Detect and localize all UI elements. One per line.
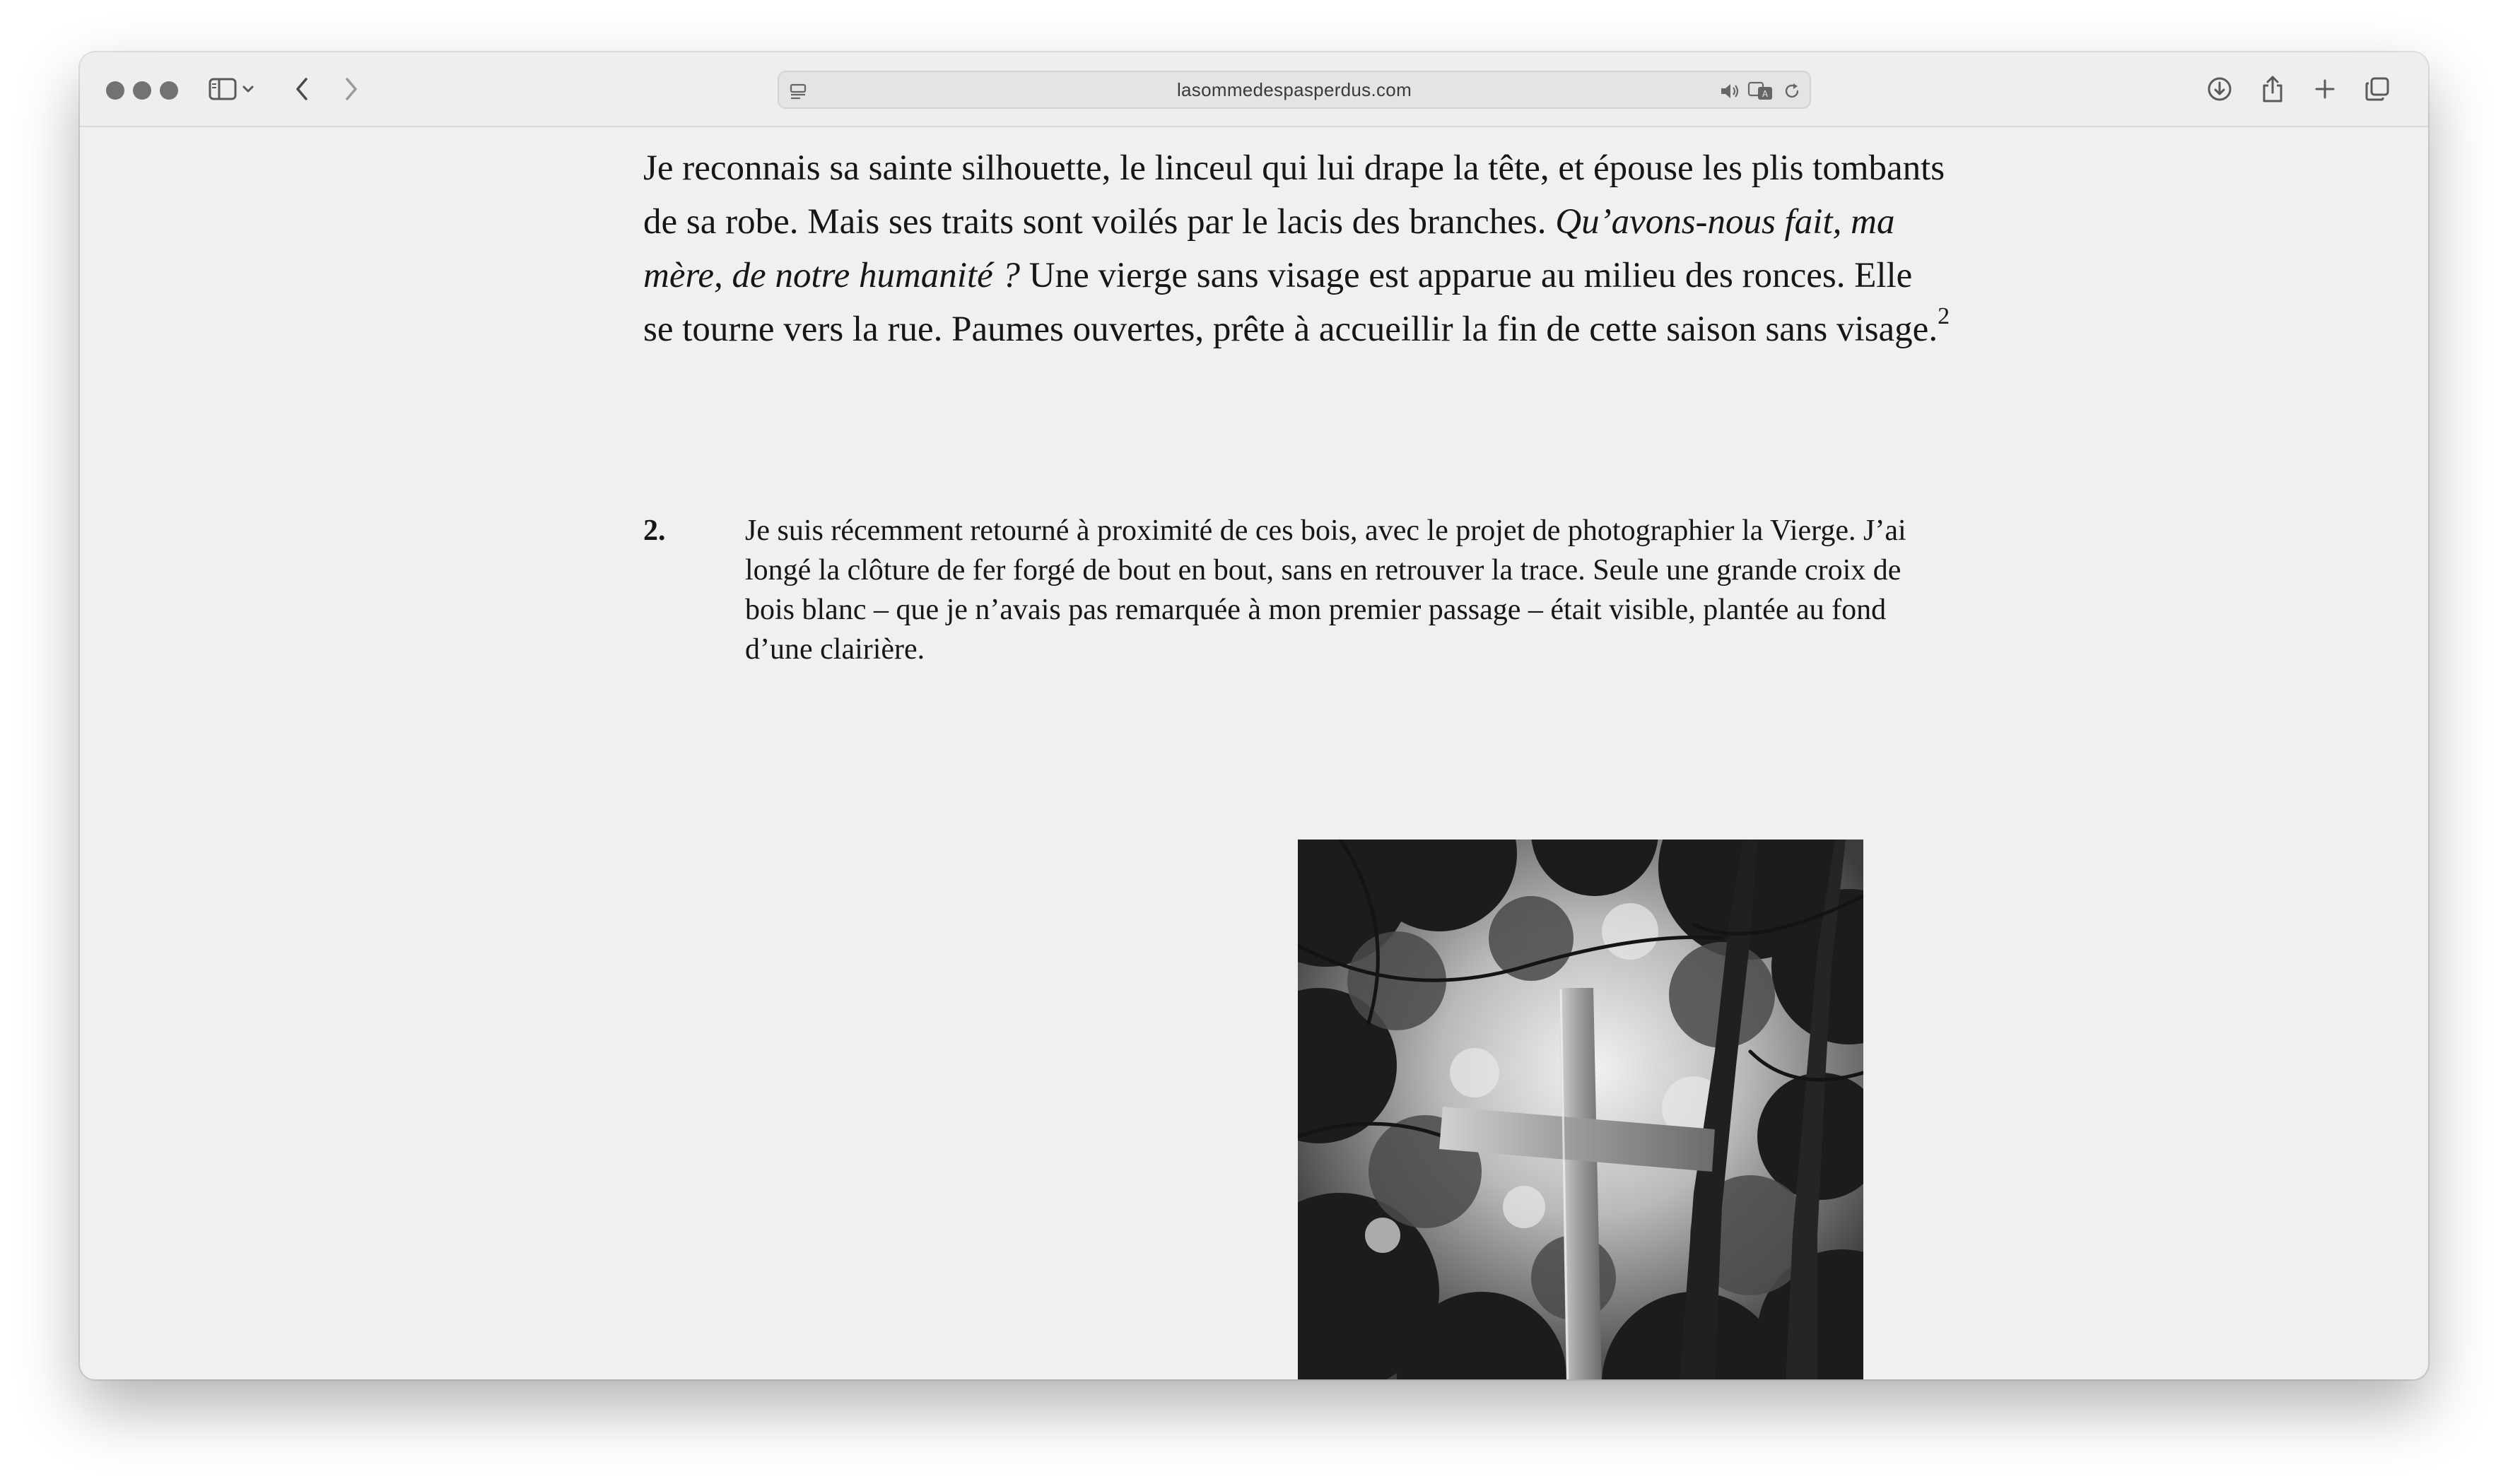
plus-icon[interactable] [2305, 69, 2345, 109]
paragraph-rest: Une vierge sans visage est apparue au milieu des ronces. Elle se tourne vers la rue. Paumes ouvertes, prête à accueillir la fin de cette saison sans visage. [643, 256, 1938, 349]
footnote-text: Je suis récemment retourné à proximité de ces bois, avec le projet de photographier la Vierge. J’ai longé la clôture de fer forgé de bout en bout, sans en retrouver la trace. Seule une grande croix de bois blanc – que je n’avais pas remarquée à mon premier passage – était visible, plantée au fond d’une clairière. [745, 514, 1906, 666]
close-window-button[interactable] [106, 81, 124, 100]
minimize-window-button[interactable] [133, 81, 151, 100]
paragraph-italic-quote: Qu’avons-nous fait, ma mère, de notre humanité ? [643, 202, 1895, 295]
translate-icon[interactable] [1747, 81, 1774, 102]
paragraph-intro: Je reconnais sa sainte silhouette, le linceul qui lui drape la tête, et épouse les plis tombants de sa robe. Mais ses traits sont voilés par le lacis des branches. [643, 148, 1945, 242]
address-bar[interactable] [778, 71, 1811, 109]
speaker-icon[interactable] [1719, 81, 1740, 102]
article-paragraph [643, 141, 1951, 356]
svg-text:A: A [1762, 89, 1769, 99]
footnote-number: 2. [643, 514, 666, 547]
chevron-down-icon[interactable] [237, 69, 259, 109]
reload-icon[interactable] [1781, 81, 1803, 102]
share-icon[interactable] [2253, 69, 2292, 109]
url-text[interactable]: lasommedespasperdus.com [1176, 79, 1412, 100]
forward-arrow-icon[interactable] [332, 69, 371, 109]
back-arrow-icon[interactable] [282, 69, 322, 109]
page-content [80, 127, 2428, 1379]
browser-toolbar [80, 52, 2428, 127]
cross-photograph [1298, 840, 1863, 1379]
footnote-reference[interactable]: 2 [1938, 303, 1950, 329]
zoom-window-button[interactable] [160, 81, 178, 100]
browser-window [80, 52, 2428, 1379]
download-icon[interactable] [2200, 69, 2239, 109]
tabs-overview-icon[interactable] [2357, 69, 2397, 109]
